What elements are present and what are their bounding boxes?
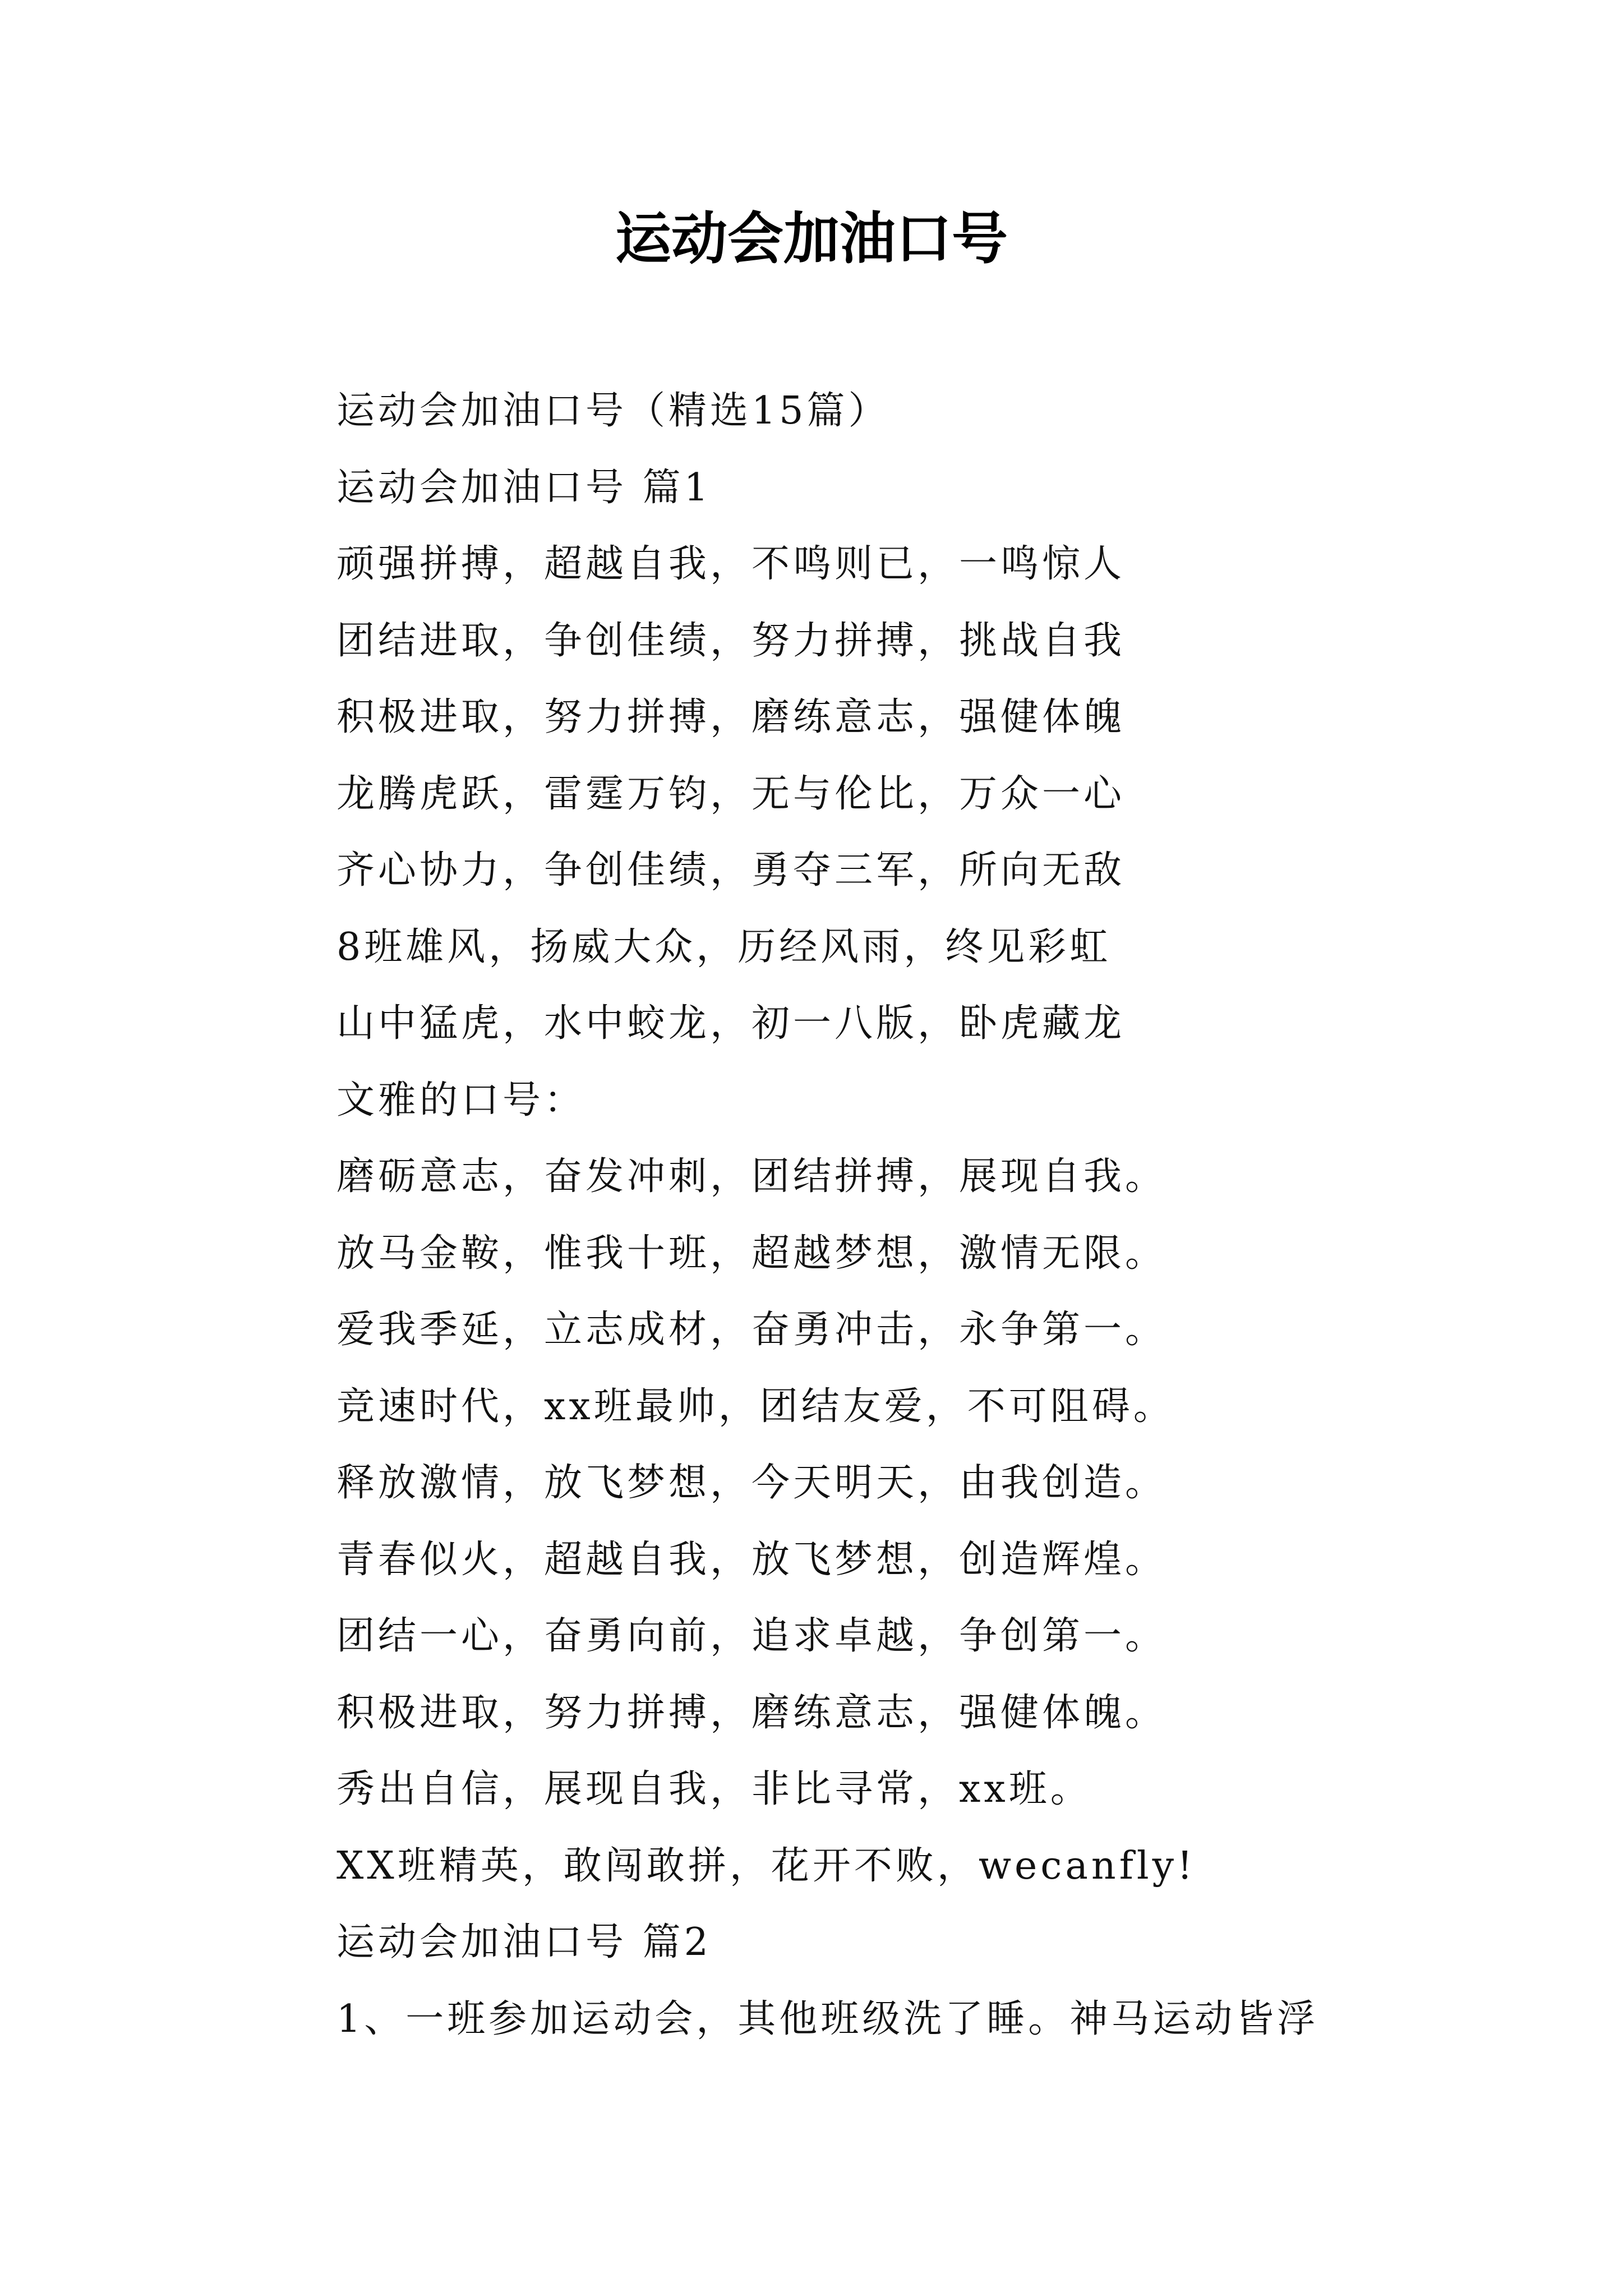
text-line: 1、一班参加运动会，其他班级洗了睡。神马运动皆浮 (336, 1996, 1319, 2041)
subheading-line: 文雅的口号： (336, 1078, 586, 1122)
text-line: 龙腾虎跃，雷霆万钧，无与伦比，万众一心 (336, 771, 1126, 816)
text-line: 顽强拼搏，超越自我，不鸣则已，一鸣惊人 (336, 542, 1126, 586)
document-body (336, 373, 1486, 2058)
text-line: XX班精英，敢闯敢拼，花开不败，wecanfly! (336, 1843, 1196, 1888)
text-line: 8班雄风，扬威大众，历经风雨，终见彩虹 (336, 924, 1112, 969)
text-line: 山中猛虎，水中蛟龙，初一八版，卧虎藏龙 (336, 1001, 1126, 1046)
text-line: 秀出自信，展现自我，非比寻常，xx班。 (336, 1767, 1092, 1811)
text-line: 放马金鞍，惟我十班，超越梦想，激情无限。 (336, 1231, 1167, 1276)
text-line: 释放激情，放飞梦想，今天明天，由我创造。 (336, 1461, 1167, 1505)
text-line: 爱我季延，立志成材，奋勇冲击，永争第一。 (336, 1308, 1167, 1352)
text-line: 团结一心，奋勇向前，追求卓越，争创第一。 (336, 1614, 1167, 1658)
text-line: 团结进取，争创佳绩，努力拼搏，挑战自我 (336, 618, 1126, 663)
section-heading: 运动会加油口号 篇1 (336, 465, 712, 510)
subtitle-line: 运动会加油口号（精选15篇） (336, 389, 890, 433)
text-line: 积极进取，努力拼搏，磨练意志，强健体魄 (336, 695, 1126, 739)
text-line: 竞速时代，xx班最帅，团结友爱，不可阻碍。 (336, 1384, 1175, 1429)
text-line: 积极进取，努力拼搏，磨练意志，强健体魄。 (336, 1690, 1167, 1735)
section-heading: 运动会加油口号 篇2 (336, 1920, 712, 1964)
document-title: 运动会加油口号 (615, 205, 1008, 272)
text-line: 青春似火，超越自我，放飞梦想，创造辉煌。 (336, 1537, 1167, 1582)
text-line: 磨砺意志，奋发冲刺，团结拼搏，展现自我。 (336, 1154, 1167, 1199)
text-line: 齐心协力，争创佳绩，勇夺三军，所向无敌 (336, 848, 1126, 892)
